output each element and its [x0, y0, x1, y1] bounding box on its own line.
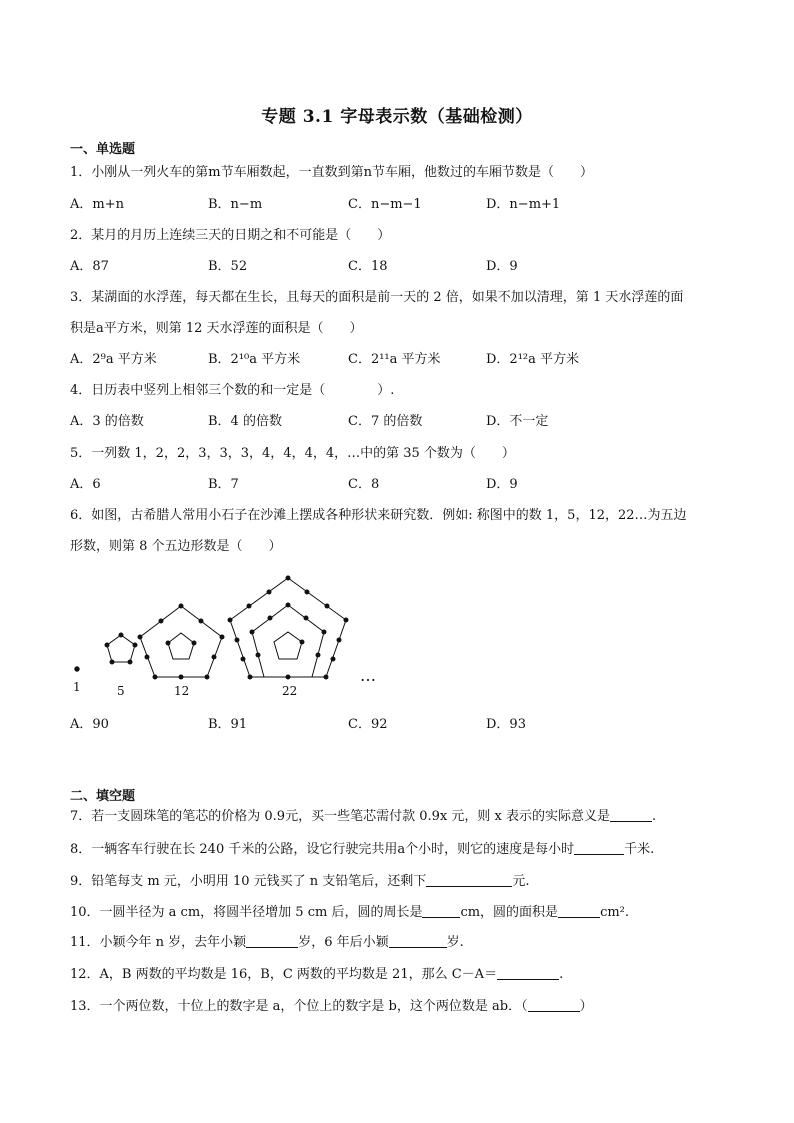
pentagon-22-dots — [228, 576, 348, 679]
option-c[interactable]: C．n−m−1 — [348, 197, 422, 212]
question-9 — [70, 873, 529, 891]
pentagon-5 — [107, 635, 135, 662]
answer-blank[interactable] — [246, 934, 298, 948]
question-4-stem: 4．日历表中竖列上相邻三个数的和一定是（ ）. — [70, 383, 395, 398]
dot — [75, 667, 79, 671]
question-10-text: 10．一圆半径为 a cm，将圆半径增加 5 cm 后，圆的周长是 — [70, 905, 423, 920]
answer-blank[interactable] — [610, 808, 652, 822]
option-d[interactable]: D．不一定 — [486, 414, 549, 429]
option-a[interactable]: A．6 — [70, 477, 101, 492]
page-title: 专题 3.1 字母表示数（基础检测） — [261, 107, 533, 127]
figure-label-12: 12 — [174, 684, 190, 698]
question-11-text: 11．小颖今年 n 岁，去年小颖 — [70, 935, 247, 950]
option-d[interactable]: D．93 — [486, 717, 526, 732]
answer-blank[interactable] — [558, 904, 600, 918]
section-fill-blank: 二、填空题 — [70, 789, 136, 804]
option-c[interactable]: C．18 — [348, 259, 388, 274]
option-d[interactable]: D．n−m+1 — [486, 197, 561, 212]
question-8-end: 千米. — [624, 842, 655, 857]
question-4-options — [70, 413, 730, 431]
question-9-end: 元. — [512, 874, 530, 889]
question-13-text: 13．一个两位数，十位上的数字是 a，个位上的数字是 b，这个两位数是 ab．（ — [70, 999, 528, 1014]
question-6-stem-line1: 6．如图，古希腊人常用小石子在沙滩上摆成各种形状来研究数．例如: 称图中的数 1，5，12，22…为五边 — [70, 508, 687, 523]
question-7-end: . — [651, 809, 657, 824]
figure-label-22: 22 — [282, 684, 298, 698]
question-6-stem-line2: 形数，则第 8 个五边形数是（ ） — [70, 539, 282, 554]
option-d[interactable]: D．9 — [486, 259, 518, 274]
answer-blank[interactable] — [497, 966, 559, 980]
question-10 — [70, 904, 629, 922]
pentagon-5-dots — [105, 633, 137, 664]
option-a[interactable]: A．90 — [70, 717, 109, 732]
question-3-stem-line1: 3．某湖面的水浮莲，每天都在生长，且每天的面积是前一天的 2 倍，如果不加以清理，第 1 天水浮莲的面 — [70, 290, 684, 305]
question-1-stem: 1．小刚从一列火车的第m节车厢数起，一直数到第n节车厢，他数过的车厢节数是（ ） — [70, 165, 593, 180]
question-10-end: cm². — [600, 905, 630, 920]
option-b[interactable]: B．4 的倍数 — [208, 414, 282, 429]
question-2-stem: 2．某月的月历上连续三天的日期之和不可能是（ ） — [70, 228, 391, 243]
question-13-end: ） — [579, 999, 593, 1014]
question-5-stem: 5．一列数 1，2，2，3，3，3，4，4，4，4，…中的第 35 个数为（ ） — [70, 446, 515, 461]
pentagon-12-dots — [138, 604, 224, 679]
question-11-end: 岁. — [446, 935, 464, 950]
pentagonal-dots-diagram — [60, 570, 400, 705]
option-b[interactable]: B．7 — [208, 477, 239, 492]
question-5-options — [70, 476, 730, 494]
figure-label-5: 5 — [117, 684, 125, 698]
option-d[interactable]: D．9 — [486, 477, 518, 492]
question-12-end: . — [559, 967, 564, 982]
question-6-options — [70, 716, 730, 734]
answer-blank[interactable] — [528, 998, 580, 1012]
pentagonal-numbers-figure — [60, 570, 400, 705]
question-8-text: 8．一辆客车行驶在长 240 千米的公路，设它行驶完共用a个小时，则它的速度是每小时 — [70, 842, 575, 857]
question-12 — [70, 966, 563, 984]
option-a[interactable]: A．3 的倍数 — [70, 414, 144, 429]
question-13 — [70, 998, 593, 1016]
option-b[interactable]: B．2¹⁰a 平方米 — [208, 352, 301, 367]
question-10-mid: cm，圆的面积是 — [460, 905, 559, 920]
option-b[interactable]: B．91 — [208, 717, 248, 732]
figure-label-1: 1 — [73, 680, 81, 694]
question-9-text: 9．铅笔每支 m 元，小明用 10 元钱买了 n 支铅笔后，还剩下 — [70, 874, 427, 889]
question-2-options — [70, 258, 730, 276]
answer-blank[interactable] — [422, 904, 460, 918]
option-a[interactable]: A．m+n — [70, 197, 124, 212]
option-a[interactable]: A．2⁹a 平方米 — [70, 352, 157, 367]
option-d[interactable]: D．2¹²a 平方米 — [486, 352, 579, 367]
answer-blank[interactable] — [389, 934, 447, 948]
question-11 — [70, 934, 464, 952]
option-c[interactable]: C．7 的倍数 — [348, 414, 423, 429]
option-a[interactable]: A．87 — [70, 259, 109, 274]
question-3-options — [70, 351, 730, 369]
answer-blank[interactable] — [574, 841, 624, 855]
option-c[interactable]: C．8 — [348, 477, 380, 492]
option-b[interactable]: B．52 — [208, 259, 248, 274]
pentagon-12 — [140, 606, 222, 677]
question-7-text: 7．若一支圆珠笔的笔芯的价格为 0.9元，买一些笔芯需付款 0.9x 元，则 x 表示的实际意义是 — [70, 809, 610, 824]
figure-ellipsis: … — [360, 666, 376, 685]
pentagon-22 — [230, 578, 346, 677]
question-12-text: 12．A，B 两数的平均数是 16，B，C 两数的平均数是 21，那么 C－A＝ — [70, 967, 498, 982]
option-c[interactable]: C．92 — [348, 717, 388, 732]
question-1-options — [70, 196, 730, 214]
option-c[interactable]: C．2¹¹a 平方米 — [348, 352, 441, 367]
section-single-choice: 一、单选题 — [70, 142, 136, 157]
question-8 — [70, 841, 654, 859]
question-3-stem-line2: 积是a平方米，则第 12 天水浮莲的面积是（ ） — [70, 321, 363, 336]
question-7 — [70, 808, 656, 826]
option-b[interactable]: B．n−m — [208, 197, 263, 212]
answer-blank[interactable] — [426, 873, 512, 887]
question-11-mid: 岁，6 年后小颖 — [298, 935, 389, 950]
